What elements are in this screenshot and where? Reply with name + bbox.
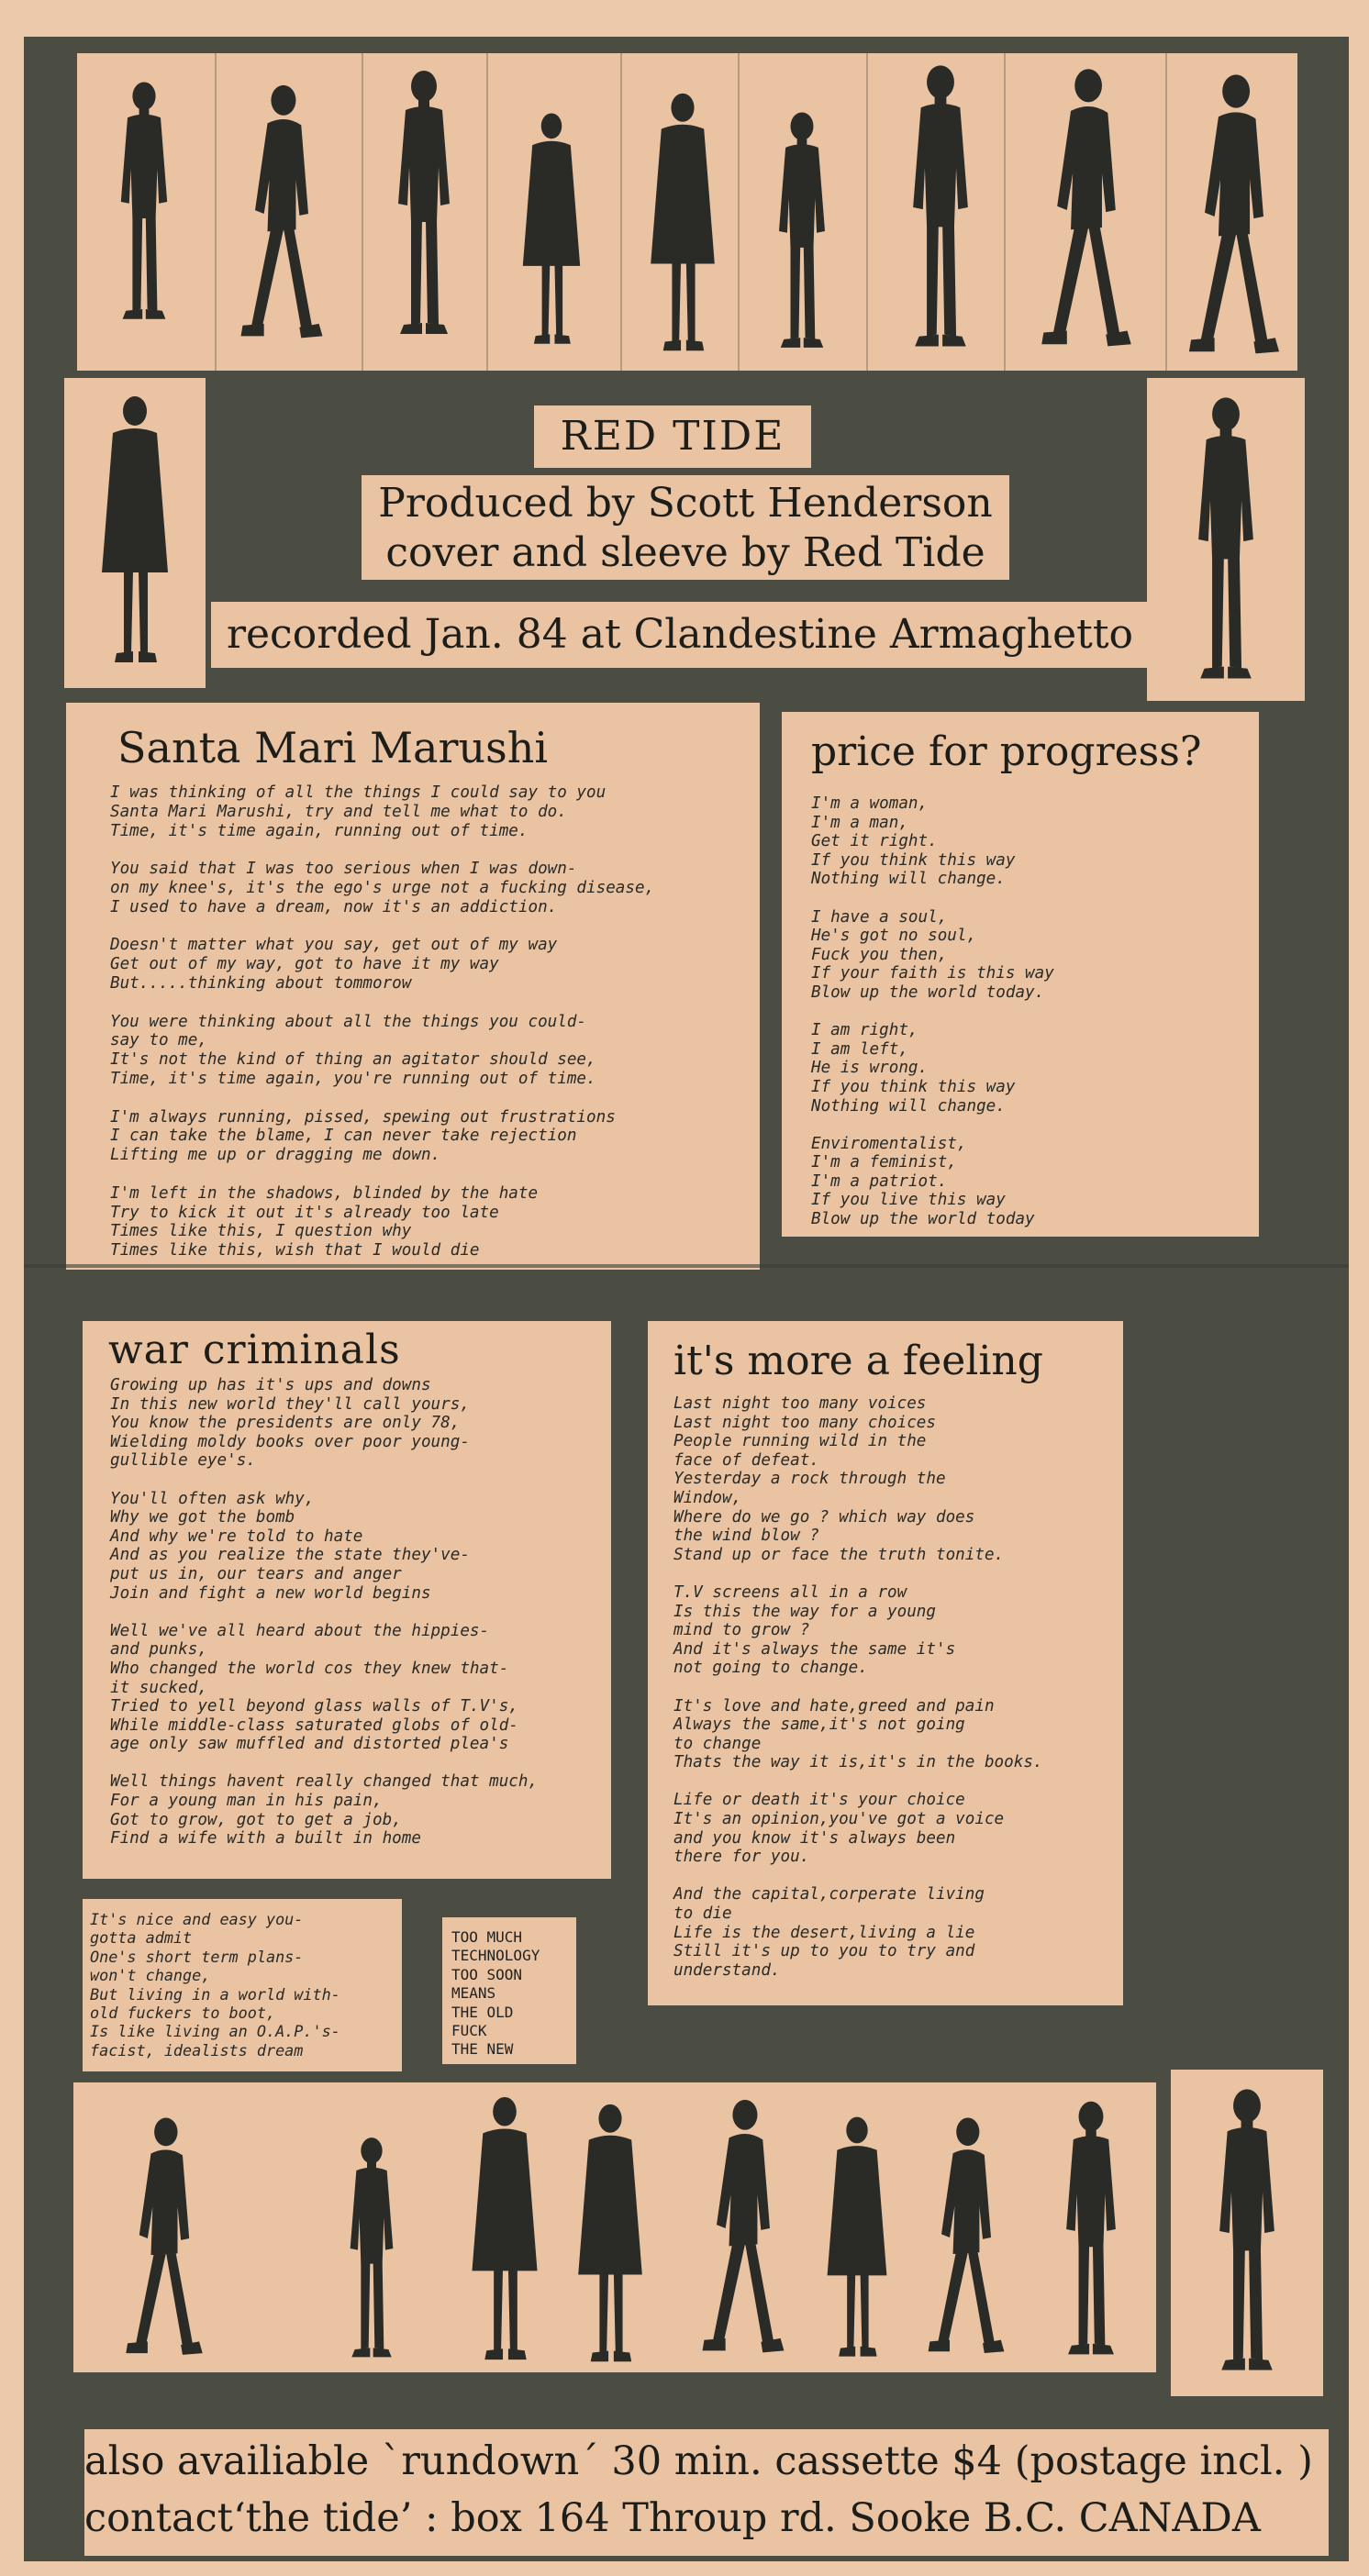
song-panel-its-more-a-feeling xyxy=(648,1321,1123,2005)
footer-info xyxy=(84,2429,1329,2556)
band-title: RED TIDE xyxy=(534,405,811,468)
figure-man-walking-icon xyxy=(907,2114,1026,2361)
figure-woman-coat-icon xyxy=(501,110,602,349)
left-figure-panel xyxy=(64,378,206,688)
figure-man-briefcase-icon xyxy=(95,2114,233,2363)
fold-line xyxy=(24,1264,1349,1268)
song-lyrics: Growing up has it's ups and downs In this new world they'll call yours, You know the presidents are only 78, Wielding moldy books over poor young- gullible eye's. You'll often ask why, Why we got the bomb And why we're told to hate And as you realize the state they've- put us in, our tears and anger Join and fight a new world begins Well we've all heard about the hippies- and punks, Who changed the world cos they knew that- it sucked, Tried to yell beyond glass walls of T.V's, While middle-class saturated globs of old- age only saw muffled and distorted plea's Well things havent really changed that much, For a young man in his pain, Got to grow, got to get a job, Find a wife with a built in home xyxy=(110,1376,539,1849)
song-title: it's more a feeling xyxy=(673,1338,1043,1384)
bottom-right-figure-panel xyxy=(1171,2070,1323,2396)
slogan-text: TOO MUCH TECHNOLOGY TOO SOON MEANS THE OLD FUCK THE NEW xyxy=(451,1928,540,2059)
song-panel-santa-mari-marushi xyxy=(66,703,760,1270)
figure-man-raincoat-icon xyxy=(560,2101,661,2367)
song-title: war criminals xyxy=(108,1327,401,1373)
figure-businessman-icon xyxy=(881,61,1000,354)
song-panel-war-criminals xyxy=(83,1321,611,1879)
figure-woman-coat-icon xyxy=(84,393,185,668)
bottom-figure-strip xyxy=(73,2082,1156,2372)
song-lyrics: I'm a woman, I'm a man, Get it right. If you think this way Nothing will change. I have a soul, He's got no soul, Fuck you then, If your faith is this way Blow up the world today. I am right, I am left, He is wrong. If you think this way Nothing will change. Enviromentalist, I'm a feminist, I'm a patriot. If you live this way Blow up the world today xyxy=(811,794,1054,1229)
song-panel-price-for-progress xyxy=(782,712,1259,1237)
song-title: Santa Mari Marushi xyxy=(117,723,549,772)
figure-officer-icon xyxy=(1174,70,1294,363)
song-lyrics: I was thinking of all the things I could say to you Santa Mari Marushi, try and tell me what to do. Time, it's time again, running out of time. You said that I was too serious when I was down- on my knee's, it's the ego's urge not a fucking disease, I used to have a dream, now it's an addiction. Doesn't matter what you say, get out of my way Get out of my way, got to have it my way But.....thinking about tommorow You were thinking about all the things you could- say to me, It's not the kind of thing an agitator should see, Time, it's time again, you're running out of time. I'm always running, pissed, spewing out frustrations I can take the blame, I can never take rejection Lifting me up or dragging me down. I'm left in the shadows, blinded by the hate Try to kick it out it's already too late Times like this, I question why Times like this, wish that I would die xyxy=(110,783,655,1260)
song-title: price for progress? xyxy=(811,728,1202,775)
figure-man-suit-icon xyxy=(1022,64,1151,356)
song-lyrics: Last night too many voices Last night too many choices People running wild in the face of defeat. Yesterday a rock through the Window, Where do we go ? which way does the wind blow ? Stand up or face the truth tonite. T.V screens all in a row Is this the way for a young mind to grow ? And it's always the same it's not going to change. It's love and hate,greed and pain Always the same,it's not going to change Thats the way it is,it's in the books. Life or death it's your choice It's an opinion,you've got a voice and you know it's always been there for you. And the capital,corperate living to die Life is the desert,living a lie Still it's up to you to try and understand. xyxy=(673,1394,1043,1980)
contact-address: contact‘the tide’ : box 164 Throup rd. Sooke B.C. CANADA xyxy=(84,2495,1261,2541)
cassette-offer: also availiable `rundown´ 30 min. cassette $4 (postage incl. ) xyxy=(84,2438,1313,2484)
figure-man-jacket-icon xyxy=(679,2095,807,2361)
figure-man-bowler-icon xyxy=(1189,2084,1305,2378)
figure-youth-icon xyxy=(756,108,848,354)
slogan-panel xyxy=(442,1917,576,2064)
figure-woman-dress-icon xyxy=(811,2114,903,2361)
figure-man-shirt-icon xyxy=(1037,2097,1145,2361)
figure-man-in-hat-icon xyxy=(103,64,185,339)
right-figure-panel xyxy=(1147,378,1305,701)
recording-info: recorded Jan. 84 at Clandestine Armaghetto xyxy=(211,602,1149,668)
producer-credit: Produced by Scott Henderson xyxy=(378,480,993,527)
note-panel xyxy=(83,1899,402,2071)
cover-credit: cover and sleeve by Red Tide xyxy=(385,529,985,576)
note-text: It's nice and easy you- gotta admit One's short term plans- won't change, But living in a world with- old fuckers to boot, Is like living an O.A.P.'s- facist, idealists dream xyxy=(90,1910,340,2060)
figure-worker-icon xyxy=(378,66,470,341)
figure-man-bowler-icon xyxy=(1171,393,1281,686)
credits-block xyxy=(362,475,1009,580)
figure-man-umbrella-icon xyxy=(321,2134,422,2363)
figure-woman-walking-icon xyxy=(231,81,332,347)
figure-man-raincoat-icon xyxy=(450,2093,560,2365)
top-figure-strip xyxy=(77,53,1297,371)
figure-man-coat-icon xyxy=(637,90,729,356)
